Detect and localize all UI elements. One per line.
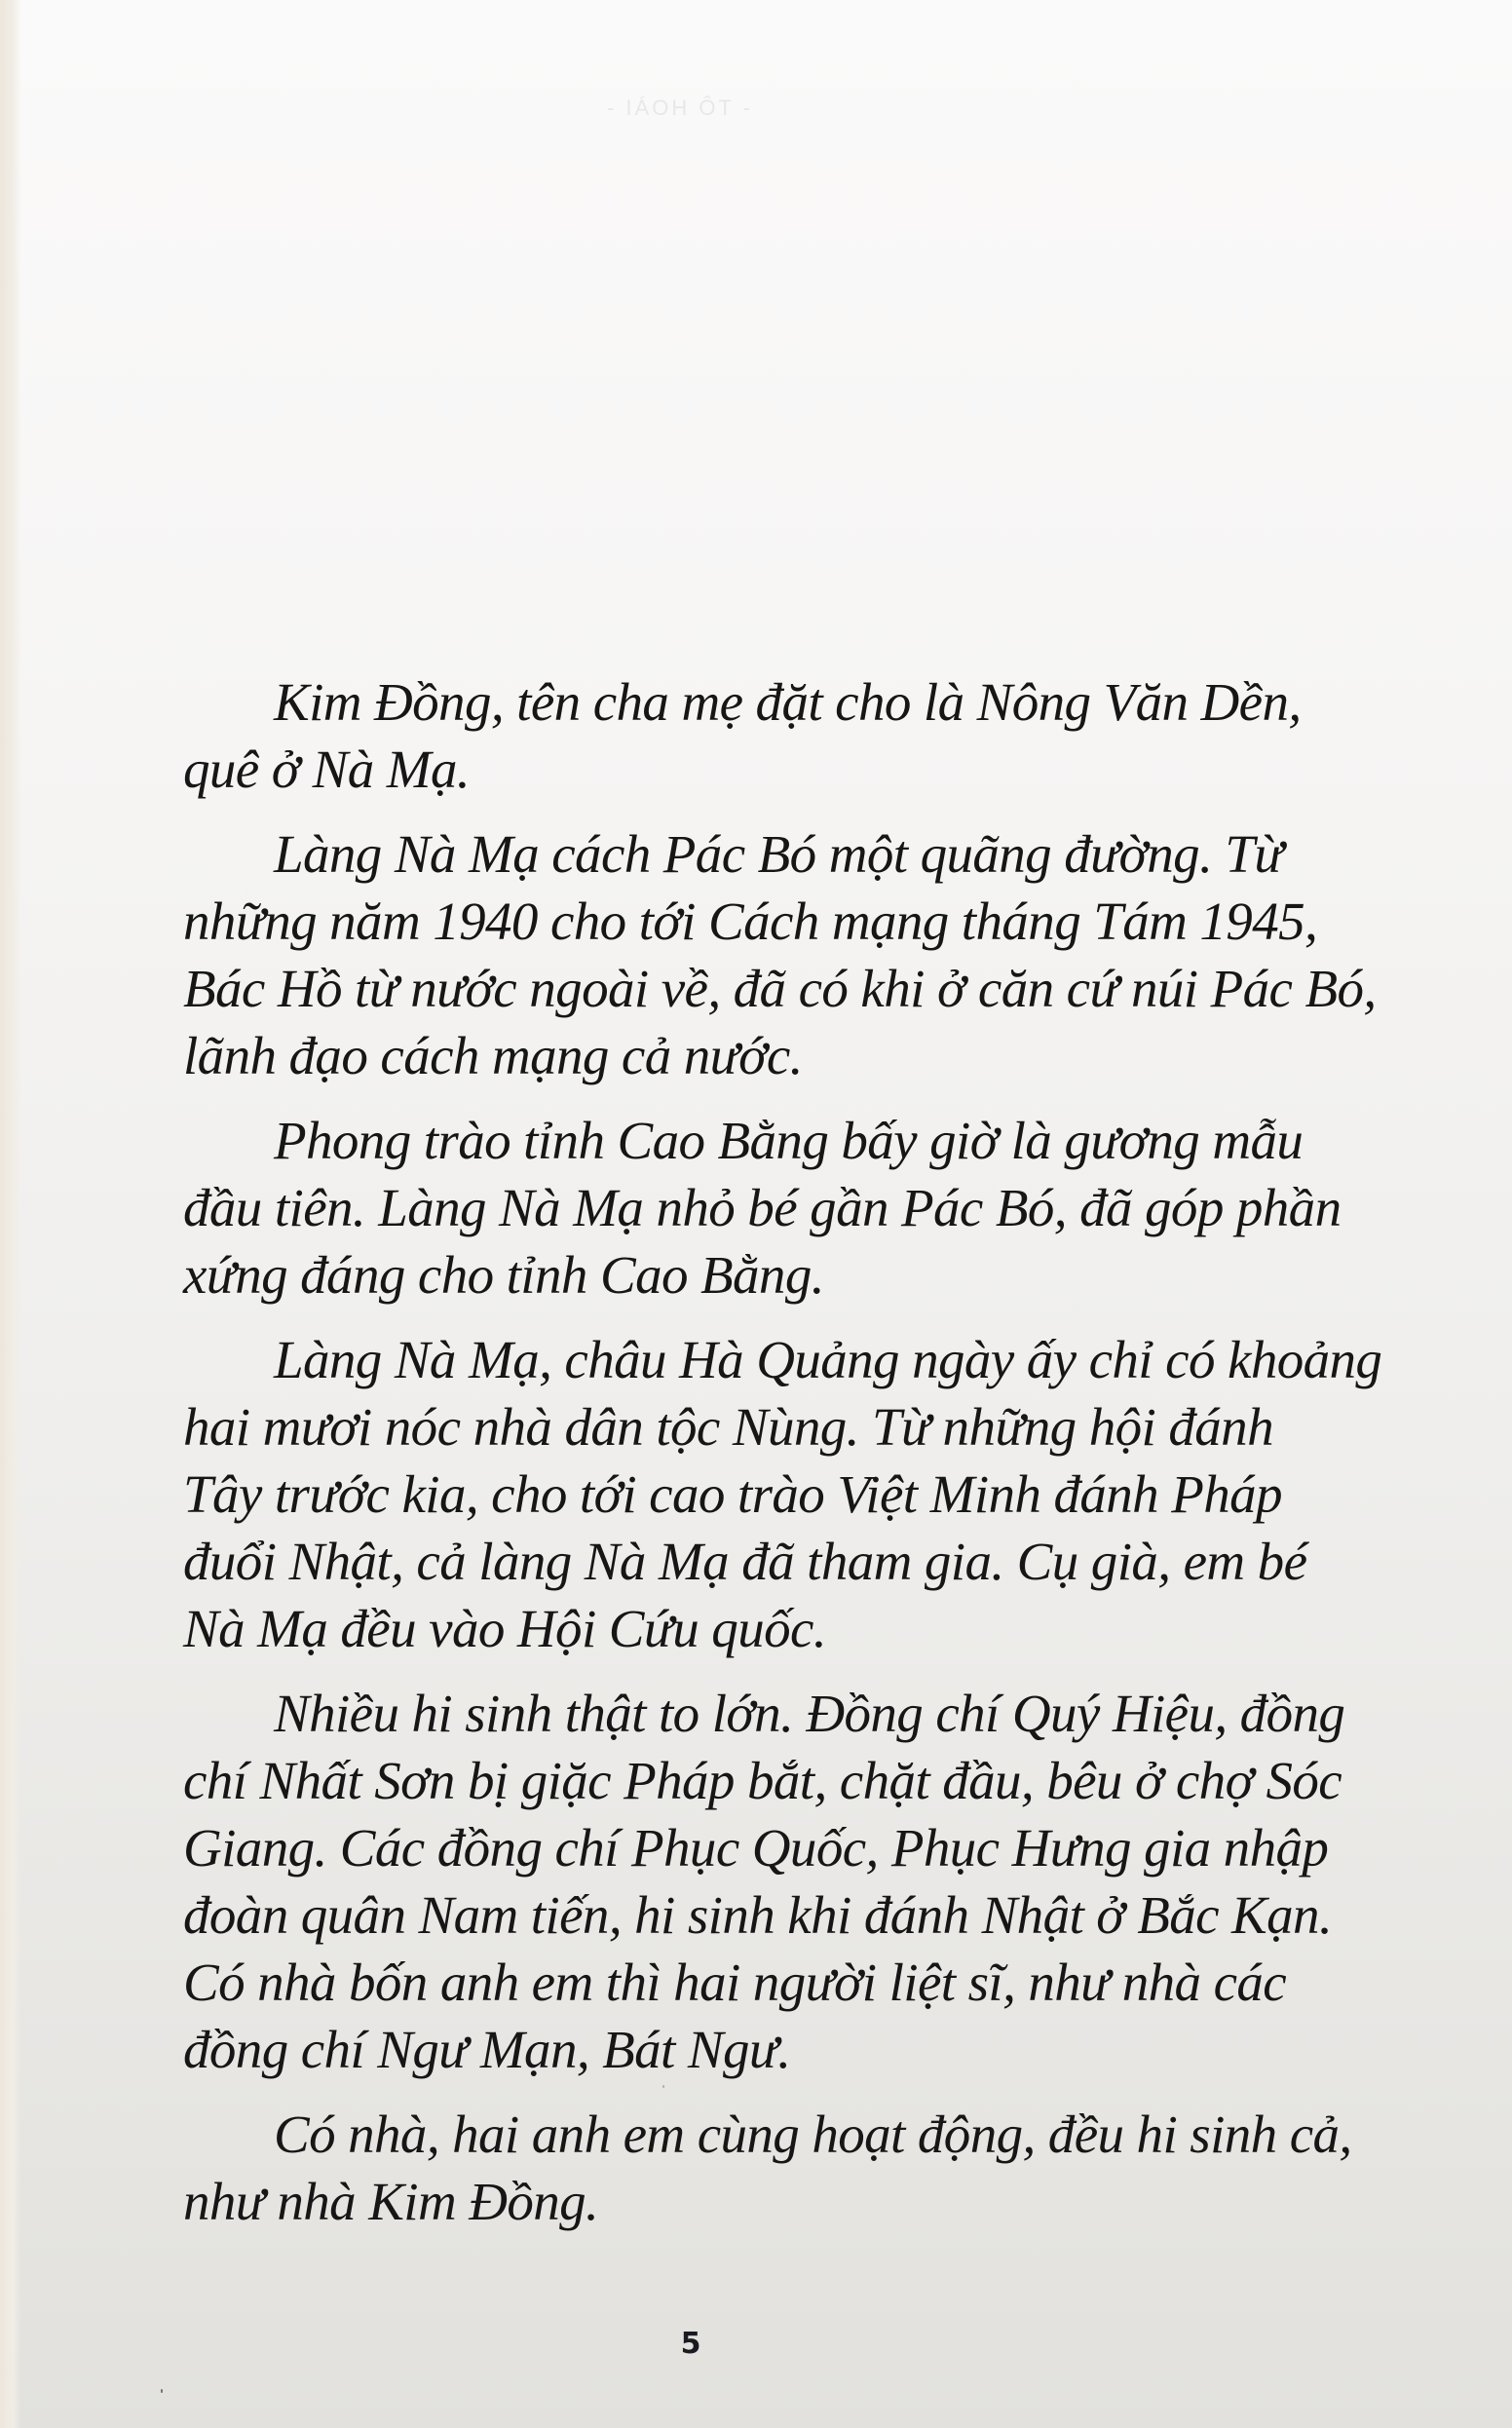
paragraph-4 xyxy=(93,1326,1382,1662)
text-line: Nà Mạ đều vào Hội Cứu quốc. xyxy=(183,1599,826,1658)
text-line: Nhiều hi sinh thật to lớn. Đồng chí Quý Hiệu, đồng xyxy=(274,1684,1345,1743)
page-edge xyxy=(0,0,21,2428)
text-line: lãnh đạo cách mạng cả nước. xyxy=(183,1026,803,1085)
text-line: Có nhà bốn anh em thì hai người liệt sĩ, như nhà các xyxy=(183,1953,1287,2012)
text-line: Kim Đồng, tên cha mẹ đặt cho là Nông Văn Dền, xyxy=(274,672,1302,732)
text-line: Phong trào tỉnh Cao Bằng bấy giờ là gương mẫu xyxy=(274,1111,1304,1170)
text-line: Giang. Các đồng chí Phục Quốc, Phục Hưng gia nhập xyxy=(183,1818,1329,1878)
text-line: những năm 1940 cho tới Cách mạng tháng Tám 1945, xyxy=(183,892,1318,951)
text-line: đoàn quân Nam tiến, hi sinh khi đánh Nhật ở Bắc Kạn. xyxy=(183,1885,1333,1945)
text-line: chí Nhất Sơn bị giặc Pháp bắt, chặt đầu, bêu ở chợ Sóc xyxy=(183,1751,1342,1810)
text-line: đuổi Nhật, cả làng Nà Mạ đã tham gia. Cụ già, em bé xyxy=(183,1532,1307,1591)
text-line: hai mươi nóc nhà dân tộc Nùng. Từ những hội đánh xyxy=(183,1397,1273,1457)
paragraph-1 xyxy=(93,668,1302,803)
text-line: như nhà Kim Đồng. xyxy=(183,2172,599,2231)
page-number: 5 xyxy=(680,2327,701,2361)
paragraph-2 xyxy=(93,820,1377,1089)
text-line: xứng đáng cho tỉnh Cao Bằng. xyxy=(183,1245,824,1305)
paragraph-3 xyxy=(93,1107,1342,1309)
text-line: Làng Nà Mạ, châu Hà Quảng ngày ấy chỉ có khoảng xyxy=(274,1330,1382,1389)
text-line: quê ở Nà Mạ. xyxy=(183,740,471,799)
text-line: Tây trước kia, cho tới cao trào Việt Minh đánh Pháp xyxy=(183,1464,1282,1524)
bleed-through-header: - TÔ HOÀI - xyxy=(604,95,750,120)
text-line: Bác Hồ từ nước ngoài về, đã có khi ở căn cứ núi Pác Bó, xyxy=(183,959,1377,1018)
paragraph-5 xyxy=(93,1680,1345,2083)
text-line: Làng Nà Mạ cách Pác Bó một quãng đường. Từ xyxy=(274,824,1283,884)
text-line: đồng chí Ngư Mạn, Bát Ngư. xyxy=(183,2020,791,2079)
paragraph-6 xyxy=(93,2101,1352,2235)
body-text xyxy=(93,668,1382,2253)
text-line: đầu tiên. Làng Nà Mạ nhỏ bé gần Pác Bó, đã góp phần xyxy=(183,1178,1342,1237)
paper-speck xyxy=(161,2389,163,2393)
paper-speck xyxy=(662,2085,664,2088)
text-line: Có nhà, hai anh em cùng hoạt động, đều hi sinh cả, xyxy=(274,2105,1352,2164)
